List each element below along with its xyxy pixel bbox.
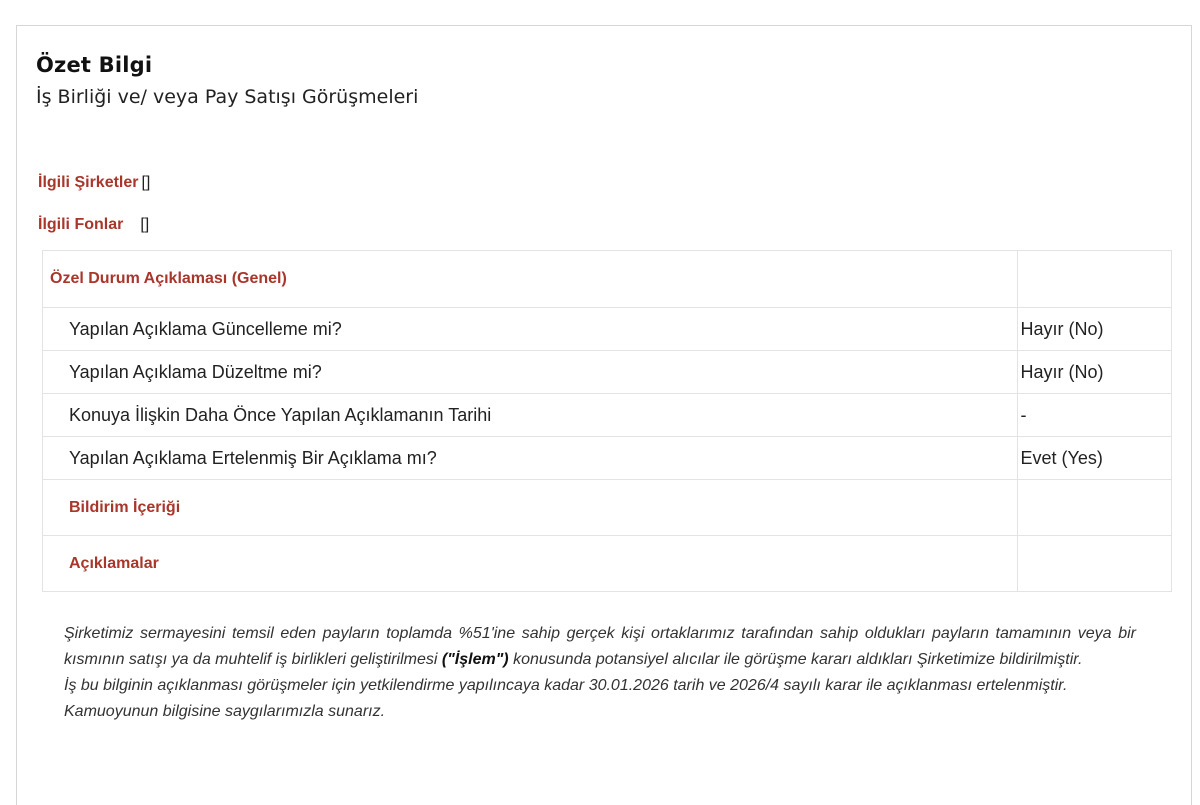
body-paragraph-2: İş bu bilginin açıklanması görüşmeler için yetkilendirme yapılıncaya kadar 30.01.2026 tarih ve 2026/4 sayılı karar ile açıklanması ertelenmiştir. — [64, 677, 1068, 694]
row-question: Konuya İlişkin Daha Önce Yapılan Açıklamanın Tarihi — [43, 394, 1018, 437]
related-funds-label: İlgili Fonlar — [38, 216, 124, 233]
related-companies-row — [38, 174, 150, 192]
table-row — [43, 394, 1172, 437]
page-subtitle: İş Birliği ve/ veya Pay Satışı Görüşmeleri — [36, 86, 419, 108]
table-row — [43, 351, 1172, 394]
body-paragraph-1-end: konusunda potansiyel alıcılar ile görüşme kararı aldıkları Şirketimize bildirilmiştir. — [508, 651, 1083, 668]
page-title: Özet Bilgi — [36, 53, 153, 77]
explanations-label: Açıklamalar — [43, 536, 1018, 592]
row-question: Yapılan Açıklama Güncelleme mi? — [43, 308, 1018, 351]
row-question: Yapılan Açıklama Ertelenmiş Bir Açıklama mı? — [43, 437, 1018, 480]
transaction-term: ("İşlem") — [441, 651, 509, 668]
table-header-label: Özel Durum Açıklaması (Genel) — [43, 251, 1018, 308]
row-answer: Evet (Yes) — [1018, 437, 1172, 480]
related-funds-value: [] — [140, 216, 150, 233]
row-answer: Hayır (No) — [1018, 308, 1172, 351]
row-answer: - — [1018, 394, 1172, 437]
notification-content-row — [43, 480, 1172, 536]
related-companies-value: [] — [141, 174, 151, 191]
table-header-empty-cell — [1018, 251, 1172, 308]
table-row — [43, 437, 1172, 480]
body-paragraph-1 — [64, 621, 1136, 673]
related-funds-row — [38, 216, 149, 234]
disclosure-table — [42, 250, 1172, 592]
body-paragraph-3: Kamuoyunun bilgisine saygılarımızla sunarız. — [64, 703, 386, 720]
body-paragraph-1-start: Şirketimiz sermayesini temsil eden payların toplamda %51'ine sahip gerçek kişi ortaklarımız tarafından sahip oldukları payların tamamının veya bir kısmının satışı ya da muhtelif iş birlikleri geliştirilmesi — [64, 625, 1136, 668]
explanations-row — [43, 536, 1172, 592]
table-header-row — [43, 251, 1172, 308]
notification-content-empty-cell — [1018, 480, 1172, 536]
notification-content-label: Bildirim İçeriği — [43, 480, 1018, 536]
disclosure-body — [64, 621, 1136, 725]
explanations-empty-cell — [1018, 536, 1172, 592]
table-row — [43, 308, 1172, 351]
related-companies-label: İlgili Şirketler — [38, 174, 139, 191]
row-answer: Hayır (No) — [1018, 351, 1172, 394]
row-question: Yapılan Açıklama Düzeltme mi? — [43, 351, 1018, 394]
